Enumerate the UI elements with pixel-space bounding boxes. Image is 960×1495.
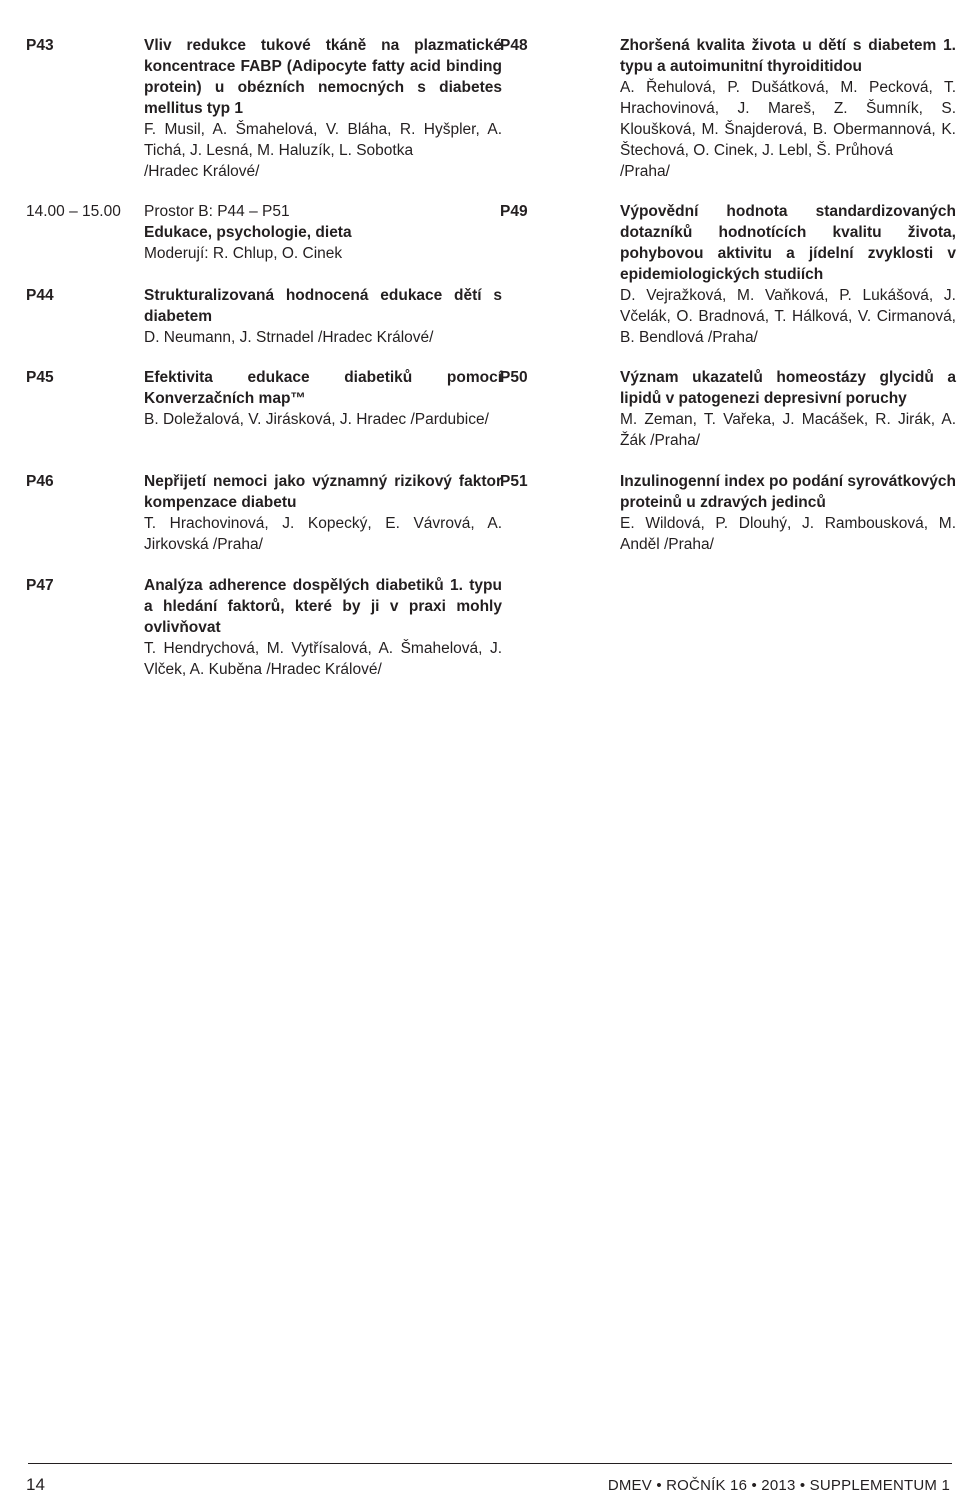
abstract-code: P45 [26, 369, 54, 386]
abstract-code: P47 [26, 577, 54, 594]
abstract-authors: D. Neumann, J. Strnadel /Hradec Králové/ [144, 329, 434, 346]
abstract-code: P51 [500, 473, 528, 490]
abstract-entry-p50 [500, 367, 956, 457]
abstract-code: P43 [26, 37, 54, 54]
abstract-code: P50 [500, 369, 528, 386]
abstract-title: Vliv redukce tukové tkáně na plazmatické koncentrace FABP (Adipocyte fatty acid binding protein) u obézních nemocných s diabetes mellitus typ 1 [144, 37, 502, 117]
session-moderators: Moderují: R. Chlup, O. Cinek [144, 245, 343, 262]
abstract-entry-p49 [500, 201, 956, 351]
session-topic: Edukace, psychologie, dieta [144, 224, 352, 241]
abstract-body [620, 35, 956, 182]
abstract-code: P44 [26, 287, 54, 304]
abstract-body [620, 367, 956, 451]
session-info [144, 201, 502, 264]
abstract-body [144, 575, 502, 680]
abstract-place: /Hradec Králové/ [144, 163, 260, 180]
abstract-authors: F. Musil, A. Šmahelová, V. Bláha, R. Hyšpler, A. Tichá, J. Lesná, M. Haluzík, L. Sobotka [144, 121, 502, 159]
abstract-title: Význam ukazatelů homeostázy glycidů a lipidů v patogenezi depresivní poruchy [620, 369, 956, 407]
abstract-entry-p45 [26, 367, 502, 457]
abstract-body [144, 35, 502, 182]
journal-footer: DMEV • ROČNÍK 16 • 2013 • SUPPLEMENTUM 1 [607, 1477, 950, 1494]
abstract-code: P46 [26, 473, 54, 490]
session-time: 14.00 – 15.00 [26, 203, 121, 220]
abstract-authors: T. Hendrychová, M. Vytřísalová, A. Šmahelová, J. Vlček, A. Kuběna /Hradec Králové/ [144, 640, 502, 678]
abstract-title: Nepřijetí nemoci jako významný rizikový faktor kompenzace diabetu [144, 473, 502, 511]
abstract-place: /Praha/ [620, 163, 670, 180]
abstract-entry-p48 [500, 35, 956, 185]
abstract-body [144, 285, 502, 348]
page-number: 14 [26, 1475, 45, 1494]
abstract-title: Výpovědní hodnota standardizovaných dotazníků hodnotících kvalitu života, pohybovou aktivitu a jídelní zvyklosti v epidemiologických studiích [620, 203, 956, 283]
abstract-entry-p43 [26, 35, 502, 185]
abstract-body [144, 471, 502, 555]
abstract-authors: A. Řehulová, P. Dušátková, M. Pecková, T. Hrachovinová, J. Mareš, Z. Šumník, S. Kloušková, M. Šnajderová, B. Obermannová, K. Štechová, O. Cinek, J. Lebl, Š. Průhová [620, 79, 956, 159]
abstract-body [620, 201, 956, 348]
abstract-code: P49 [500, 203, 528, 220]
abstract-body [144, 367, 502, 430]
abstract-entry-p44 [26, 285, 502, 351]
abstract-entry-p46 [26, 471, 502, 561]
abstract-title: Efektivita edukace diabetiků pomocí Konverzačních map™ [144, 369, 502, 407]
abstract-entry-p51 [500, 471, 956, 561]
abstract-authors: D. Vejražková, M. Vaňková, P. Lukášová, J. Včelák, O. Bradnová, T. Hálková, V. Cirmanová, B. Bendlová /Praha/ [620, 287, 956, 346]
abstract-body [620, 471, 956, 555]
abstract-entry-p47 [26, 575, 502, 685]
footer-divider [28, 1463, 952, 1464]
abstract-authors: T. Hrachovinová, J. Kopecký, E. Vávrová, A. Jirkovská /Praha/ [144, 515, 502, 553]
session-room: Prostor B: P44 – P51 [144, 203, 290, 220]
session-header [26, 201, 502, 271]
abstract-title: Zhoršená kvalita života u dětí s diabetem 1. typu a autoimunitní thyroiditidou [620, 37, 956, 75]
abstract-title: Inzulinogenní index po podání syrovátkových proteinů u zdravých jedinců [620, 473, 956, 511]
abstract-authors: B. Doležalová, V. Jirásková, J. Hradec /Pardubice/ [144, 411, 489, 428]
abstract-title: Analýza adherence dospělých diabetiků 1. typu a hledání faktorů, které by ji v praxi mohly ovlivňovat [144, 577, 502, 636]
abstract-authors: E. Wildová, P. Dlouhý, J. Rambousková, M. Anděl /Praha/ [620, 515, 956, 553]
abstract-code: P48 [500, 37, 528, 54]
abstract-authors: M. Zeman, T. Vařeka, J. Macášek, R. Jirák, A. Žák /Praha/ [620, 411, 956, 449]
abstract-title: Strukturalizovaná hodnocená edukace dětí s diabetem [144, 287, 502, 325]
